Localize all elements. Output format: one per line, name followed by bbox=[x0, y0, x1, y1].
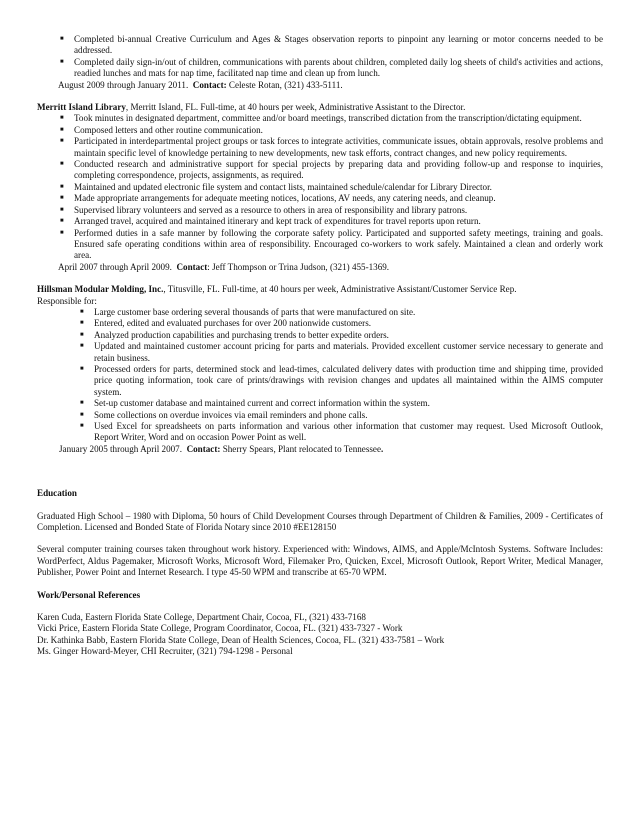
list-item: ■ Conducted research and administrative support for special projects by preparing data and providing follow-up and response to inquiries, completing correspondence, projects, assignments, as required. bbox=[60, 159, 603, 181]
list-item: ■ Large customer base ordering several thousands of parts that were manufactured on site. bbox=[80, 306, 416, 317]
responsible-label: Responsible for: bbox=[37, 295, 97, 306]
reference-item: Dr. Kathinka Babb, Eastern Florida State College, Dean of Health Sciences, Cocoa, FL. (321) 433-7581 – Work bbox=[37, 634, 445, 645]
list-item: ■ Set-up customer database and maintained current and correct information within the system. bbox=[80, 398, 430, 409]
bullet-icon: ■ bbox=[80, 423, 84, 429]
hillsman-bullet-list bbox=[37, 307, 603, 444]
library-employer-line: Merritt Island Library, Merritt Island, FL. Full-time, at 40 hours per week, Administrative Assistant to the Director. bbox=[37, 102, 466, 113]
bullet-icon: ■ bbox=[80, 400, 84, 407]
library-bullet-list bbox=[37, 113, 603, 261]
list-item: ■ Analyzed production capabilities and purchasing trends to better expedite orders. bbox=[80, 329, 389, 340]
hillsman-employer-line: Hillsman Modular Molding, Inc., Titusville, FL. Full-time, at 40 hours per week, Administrative Assistant/Customer Service Rep. bbox=[37, 284, 517, 295]
creative-dates-line: August 2009 through January 2011. Contact: Celeste Rotan, (321) 433-5111. bbox=[58, 79, 343, 90]
resume-page bbox=[37, 34, 603, 658]
list-item: ■ Arranged travel, acquired and maintained itinerary and kept track of expenditures for travel reports upon return. bbox=[60, 216, 481, 227]
education-paragraph: Graduated High School – 1980 with Diploma, 50 hours of Child Development Courses through Department of Children & Families, 2009 - Certificates of Completion. Licensed and Bonded State of Florida Notary since 2010 #EE128150 bbox=[37, 510, 603, 533]
creative-bullet-list bbox=[37, 34, 603, 80]
bullet-icon: ■ bbox=[60, 115, 64, 122]
reference-item: Ms. Ginger Howard-Meyer, CHI Recruiter, (321) 794-1298 - Personal bbox=[37, 646, 293, 657]
list-item: ■ Took minutes in designated department, committee and/or board meetings, transcribed dictation from the transcription/dictating equipment. bbox=[60, 113, 582, 124]
hillsman-dates-line: January 2005 through April 2007. Contact: Sherry Spears, Plant relocated to Tennessee. bbox=[59, 443, 384, 454]
list-item: ■ Performed duties in a safe manner by following the corporate safety policy. Participated and supported safety meetings, training and goals. Ensured safe operating conditions within area of responsibility. Encouraged co-workers to work safely. Maintained a clean and orderly work area. bbox=[60, 227, 603, 261]
bullet-icon: ■ bbox=[60, 161, 64, 168]
reference-item: Vicki Price, Eastern Florida State College, Program Coordinator, Cocoa, FL. (321) 433-7327 - Work bbox=[37, 623, 403, 634]
bullet-icon: ■ bbox=[80, 331, 84, 338]
list-item: ■ Used Excel for spreadsheets on parts information and various other information that customer may request. Used Microsoft Outlook, Report Writer, Word and on occasion Power Point as well. bbox=[80, 421, 603, 443]
references-heading: Work/Personal References bbox=[37, 589, 141, 600]
bullet-icon: ■ bbox=[80, 365, 84, 372]
bullet-icon: ■ bbox=[80, 320, 84, 327]
skills-paragraph: Several computer training courses taken throughout work history. Experienced with: Windows, AIMS, and Apple/McIntosh Systems. Software Includes: WordPerfect, Aldus Pagemaker, Microsoft Works, Microsoft Word, Filemaker Pro, Quicken, Excel, Microsoft Outlook, Report Writer, Medical Manager, Publisher, Power Point and Internet Research. I type 45-50 WPM and transcribe at 65-70 WPM. bbox=[37, 544, 603, 578]
bullet-icon: ■ bbox=[60, 195, 64, 202]
library-dates-line: April 2007 through April 2009. Contact: Jeff Thompson or Trina Judson, (321) 455-1369. bbox=[58, 261, 390, 272]
list-item: ■ Some collections on overdue invoices via email reminders and phone calls. bbox=[80, 409, 368, 420]
bullet-icon: ■ bbox=[60, 138, 64, 145]
bullet-icon: ■ bbox=[60, 58, 64, 65]
bullet-icon: ■ bbox=[60, 229, 64, 236]
education-heading: Education bbox=[37, 488, 77, 499]
bullet-icon: ■ bbox=[80, 343, 84, 350]
bullet-icon: ■ bbox=[80, 411, 84, 418]
list-item: ■ Participated in interdepartmental project groups or task forces to integrate activities, communicate issues, obtain approvals, resolve problems and maintain specific level of knowledge pertaining to new developments, new task efforts, contract changes, and new policy requirements. bbox=[60, 136, 603, 158]
list-item: ■ Maintained and updated electronic file system and contact lists, maintained schedule/calendar for Library Director. bbox=[60, 181, 492, 192]
bullet-icon: ■ bbox=[60, 206, 64, 213]
list-item: ■ Entered, edited and evaluated purchases for over 200 nationwide customers. bbox=[80, 318, 372, 329]
bullet-icon: ■ bbox=[60, 183, 64, 190]
bullet-icon: ■ bbox=[60, 126, 64, 133]
bullet-icon: ■ bbox=[80, 308, 84, 315]
list-item: ■ Processed orders for parts, determined stock and lead-times, calculated delivery dates with production time and shipping time, provided price quoting information, took care of prints/drawings with revision changes and updates all maintained within the AIMS computer system. bbox=[80, 363, 603, 397]
bullet-icon: ■ bbox=[60, 218, 64, 225]
library-name: Merritt Island Library bbox=[37, 102, 126, 113]
hillsman-name: Hillsman Modular Molding, Inc. bbox=[37, 284, 164, 295]
list-item: ■ Composed letters and other routine communication. bbox=[60, 124, 263, 135]
list-item: ■ Completed bi-annual Creative Curriculum and Ages & Stages observation reports to pinpoint any learning or motor concerns needed to be addressed. bbox=[60, 34, 603, 56]
reference-item: Karen Cuda, Eastern Florida State College, Department Chair, Cocoa, FL, (321) 433-7168 bbox=[37, 612, 366, 623]
bullet-icon: ■ bbox=[60, 36, 64, 42]
list-item: ■ Updated and maintained customer account pricing for parts and materials. Provided excellent customer service necessary to generate and retain business. bbox=[80, 341, 603, 363]
list-item: ■ Completed daily sign-in/out of children, communications with parents about children, completed daily log sheets of child's activities and actions, readied lunches and mats for nap time, facilitated nap time and clean up from lunch. bbox=[60, 56, 603, 79]
list-item: ■ Made appropriate arrangements for adequate meeting notices, locations, AV needs, any catering needs, and cleanup. bbox=[60, 193, 496, 204]
list-item: ■ Supervised library volunteers and served as a resource to others in area of responsibility and library patrons. bbox=[60, 204, 468, 215]
